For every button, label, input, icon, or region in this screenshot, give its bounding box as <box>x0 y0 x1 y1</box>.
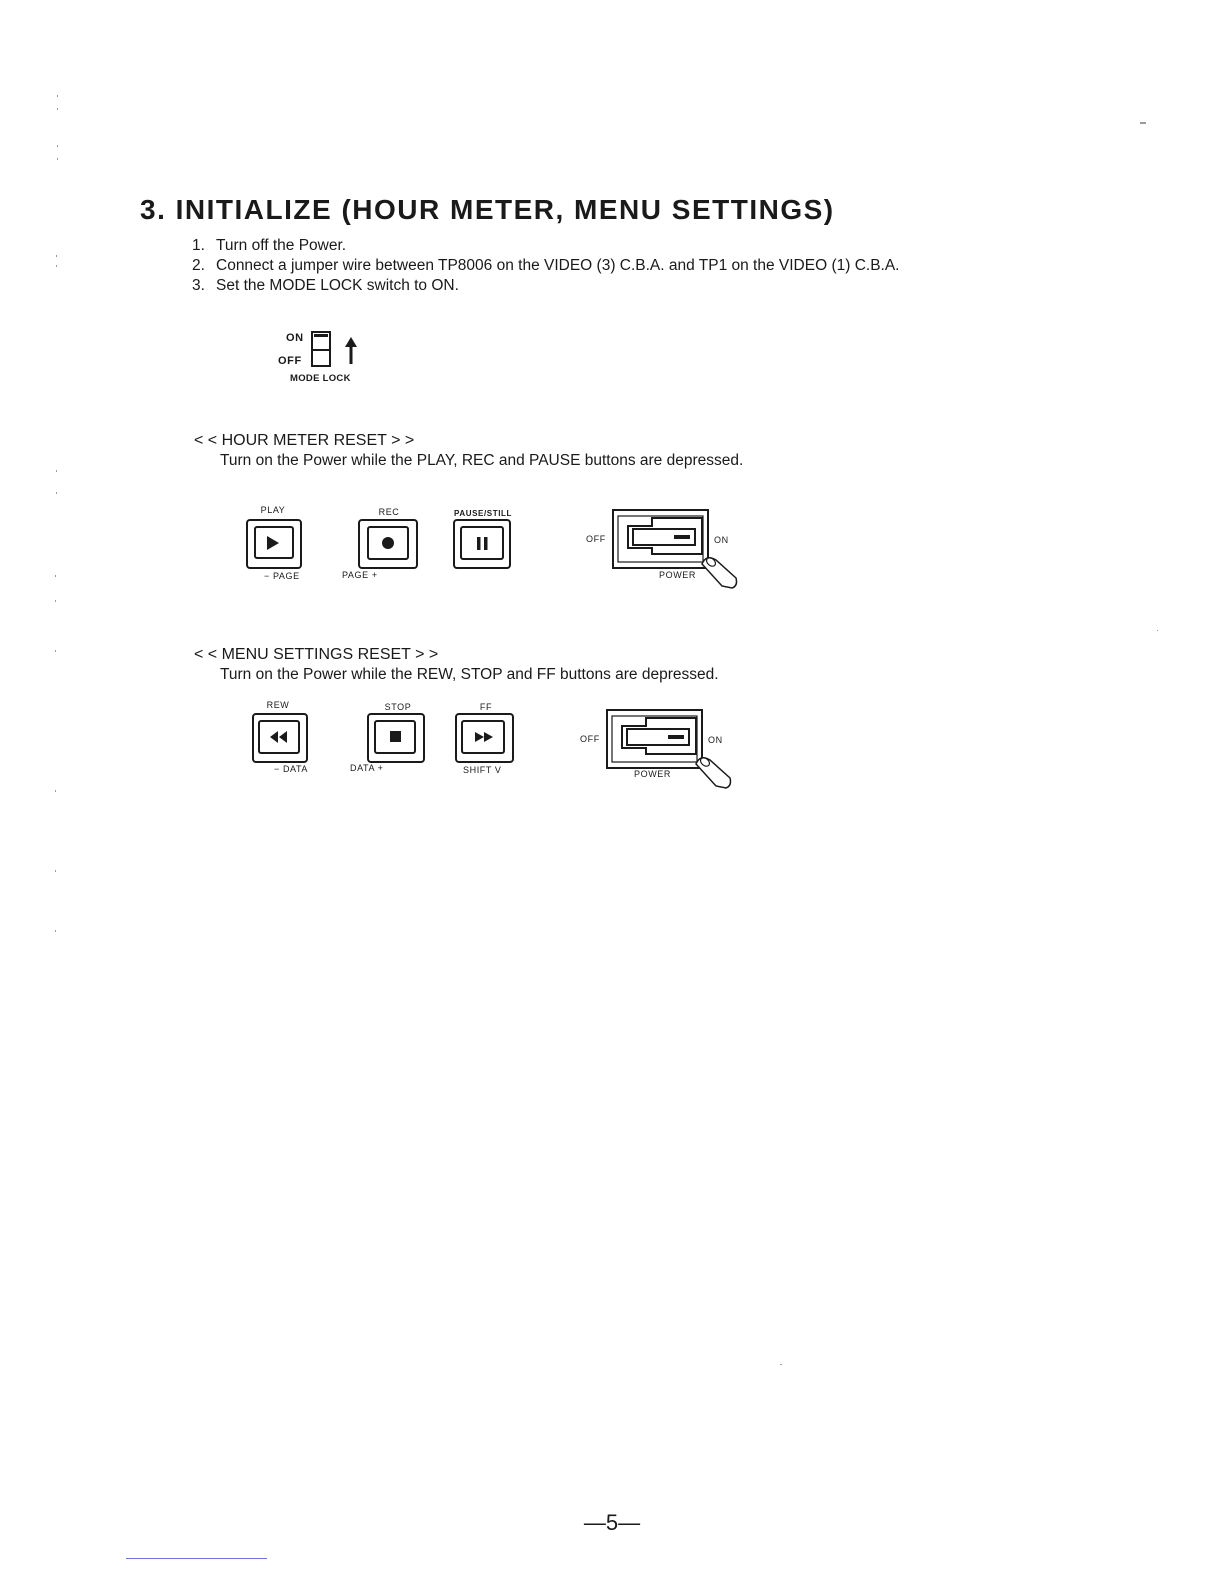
pause-button <box>454 520 510 568</box>
step-text: Set the MODE LOCK switch to ON. <box>216 277 459 294</box>
power-switch <box>613 510 708 568</box>
menu-settings-description: Turn on the Power while the REW, STOP and FF buttons are depressed. <box>220 666 719 683</box>
mode-lock-label: MODE LOCK <box>290 373 351 384</box>
footer-rule <box>126 1558 267 1559</box>
section-title: 3. INITIALIZE (HOUR METER, MENU SETTINGS) <box>140 194 835 225</box>
mode-lock-off-label: OFF <box>278 355 302 367</box>
hour-meter-diagram <box>240 500 760 590</box>
power-on-label: ON <box>708 735 723 745</box>
rew-label: REW <box>266 700 290 710</box>
switch-lever-icon <box>314 334 328 337</box>
stop-label: STOP <box>384 702 412 712</box>
ff-sub-label: SHIFT V <box>463 765 502 775</box>
finger-press-icon <box>696 756 731 788</box>
page-number: —5— <box>583 1510 641 1535</box>
step-number: 2. <box>192 257 205 274</box>
play-icon <box>267 536 279 550</box>
step-number: 1. <box>192 237 205 254</box>
pause-still-label: PAUSE/STILL <box>453 509 513 518</box>
record-icon <box>382 537 394 549</box>
power-switch <box>607 710 702 768</box>
rewind-icon <box>270 731 287 743</box>
step-text: Turn off the Power. <box>216 237 347 254</box>
stop-sub-label: DATA + <box>350 763 384 773</box>
step-2 <box>192 256 899 276</box>
ff-label: FF <box>479 702 493 712</box>
power-label: POWER <box>634 769 672 779</box>
play-label: PLAY <box>260 505 286 515</box>
rew-button <box>253 714 307 762</box>
finger-press-icon <box>702 556 737 588</box>
hour-meter-heading: < < HOUR METER RESET > > <box>194 432 415 449</box>
pause-icon <box>477 537 488 550</box>
power-off-label: OFF <box>586 534 606 544</box>
mode-lock-on-label: ON <box>286 332 304 344</box>
fast-forward-icon <box>475 732 493 742</box>
mode-lock-switch-diagram <box>270 326 380 390</box>
menu-settings-heading: < < MENU SETTINGS RESET > > <box>194 646 439 663</box>
hour-meter-description: Turn on the Power while the PLAY, REC and PAUSE buttons are depressed. <box>220 452 744 469</box>
step-number: 3. <box>192 277 205 294</box>
steps-list <box>192 236 899 296</box>
stop-icon <box>390 731 401 742</box>
rew-sub-label: − DATA <box>274 764 309 774</box>
power-label: POWER <box>659 570 697 580</box>
power-on-label: ON <box>714 535 729 545</box>
step-3 <box>192 276 899 296</box>
power-off-label: OFF <box>580 734 600 744</box>
menu-settings-diagram <box>240 696 760 792</box>
rec-sub-label: PAGE + <box>342 570 378 580</box>
arrow-up-icon <box>345 337 357 364</box>
step-text: Connect a jumper wire between TP8006 on the VIDEO (3) C.B.A. and TP1 on the VIDEO (1) C.B.A. <box>216 257 900 274</box>
rec-label: REC <box>378 507 400 517</box>
step-1 <box>192 236 899 256</box>
play-sub-label: − PAGE <box>264 571 300 581</box>
